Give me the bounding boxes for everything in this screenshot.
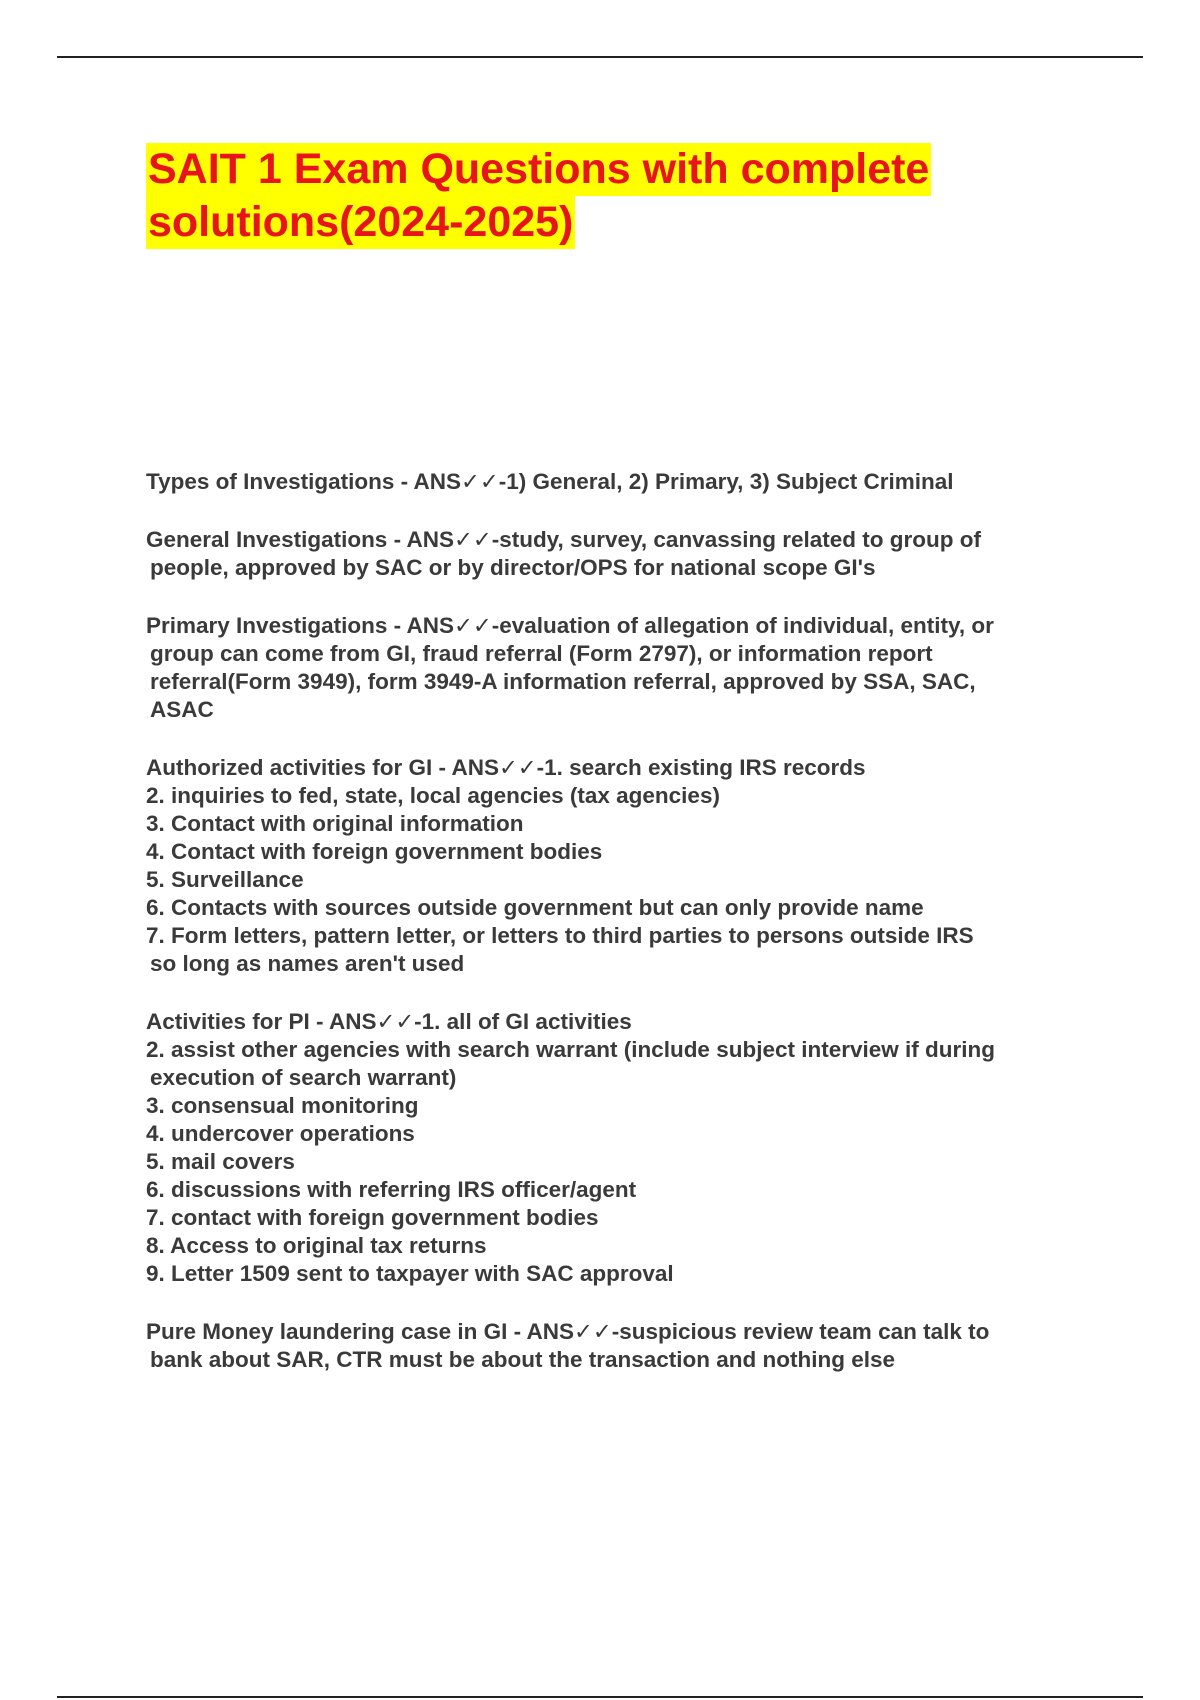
qa-line: so long as names aren't used	[150, 951, 465, 976]
qa-line: 5. Surveillance	[146, 867, 304, 892]
qa-entry-authorized-activities-gi	[146, 754, 1096, 978]
qa-line: Pure Money laundering case in GI - ANS✓✓-suspicious review team can talk to	[146, 1319, 990, 1344]
qa-line: execution of search warrant)	[150, 1065, 457, 1090]
qa-entry-activities-pi	[146, 1008, 1096, 1288]
qa-line: 5. mail covers	[146, 1149, 295, 1174]
qa-line: 2. assist other agencies with search warrant (include subject interview if during	[146, 1037, 995, 1062]
qa-line: people, approved by SAC or by director/OPS for national scope GI's	[150, 555, 876, 580]
qa-line: Primary Investigations - ANS✓✓-evaluation of allegation of individual, entity, or	[146, 613, 994, 638]
header-rule	[57, 56, 1143, 58]
document-title	[146, 143, 1046, 249]
qa-line: 7. contact with foreign government bodies	[146, 1205, 599, 1230]
qa-entry-pure-money-laundering	[146, 1318, 1096, 1374]
qa-list	[146, 468, 1096, 1404]
title-line-2: solutions(2024-2025)	[146, 196, 575, 249]
qa-entry-types-of-investigations	[146, 468, 1096, 496]
qa-entry-primary-investigations	[146, 612, 1096, 724]
qa-line: 3. consensual monitoring	[146, 1093, 419, 1118]
qa-line: 7. Form letters, pattern letter, or letters to third parties to persons outside IRS	[146, 923, 974, 948]
qa-line: ASAC	[150, 697, 214, 722]
qa-line: 8. Access to original tax returns	[146, 1233, 487, 1258]
qa-line: group can come from GI, fraud referral (Form 2797), or information report	[150, 641, 933, 666]
title-line-1: SAIT 1 Exam Questions with complete	[146, 143, 931, 196]
qa-line: 4. undercover operations	[146, 1121, 415, 1146]
qa-entry-general-investigations	[146, 526, 1096, 582]
qa-line: 4. Contact with foreign government bodies	[146, 839, 603, 864]
qa-line: 3. Contact with original information	[146, 811, 524, 836]
qa-line: General Investigations - ANS✓✓-study, survey, canvassing related to group of	[146, 527, 981, 552]
qa-line: referral(Form 3949), form 3949-A information referral, approved by SSA, SAC,	[150, 669, 976, 694]
qa-line: Types of Investigations - ANS✓✓-1) General, 2) Primary, 3) Subject Criminal	[146, 469, 954, 494]
qa-line: Activities for PI - ANS✓✓-1. all of GI activities	[146, 1009, 632, 1034]
qa-line: 6. discussions with referring IRS officer/agent	[146, 1177, 637, 1202]
qa-line: 2. inquiries to fed, state, local agencies (tax agencies)	[146, 783, 720, 808]
qa-line: 6. Contacts with sources outside government but can only provide name	[146, 895, 924, 920]
qa-line: bank about SAR, CTR must be about the transaction and nothing else	[150, 1347, 896, 1372]
qa-line: Authorized activities for GI - ANS✓✓-1. search existing IRS records	[146, 755, 866, 780]
qa-line: 9. Letter 1509 sent to taxpayer with SAC approval	[146, 1261, 674, 1286]
footer-rule	[57, 1696, 1143, 1698]
